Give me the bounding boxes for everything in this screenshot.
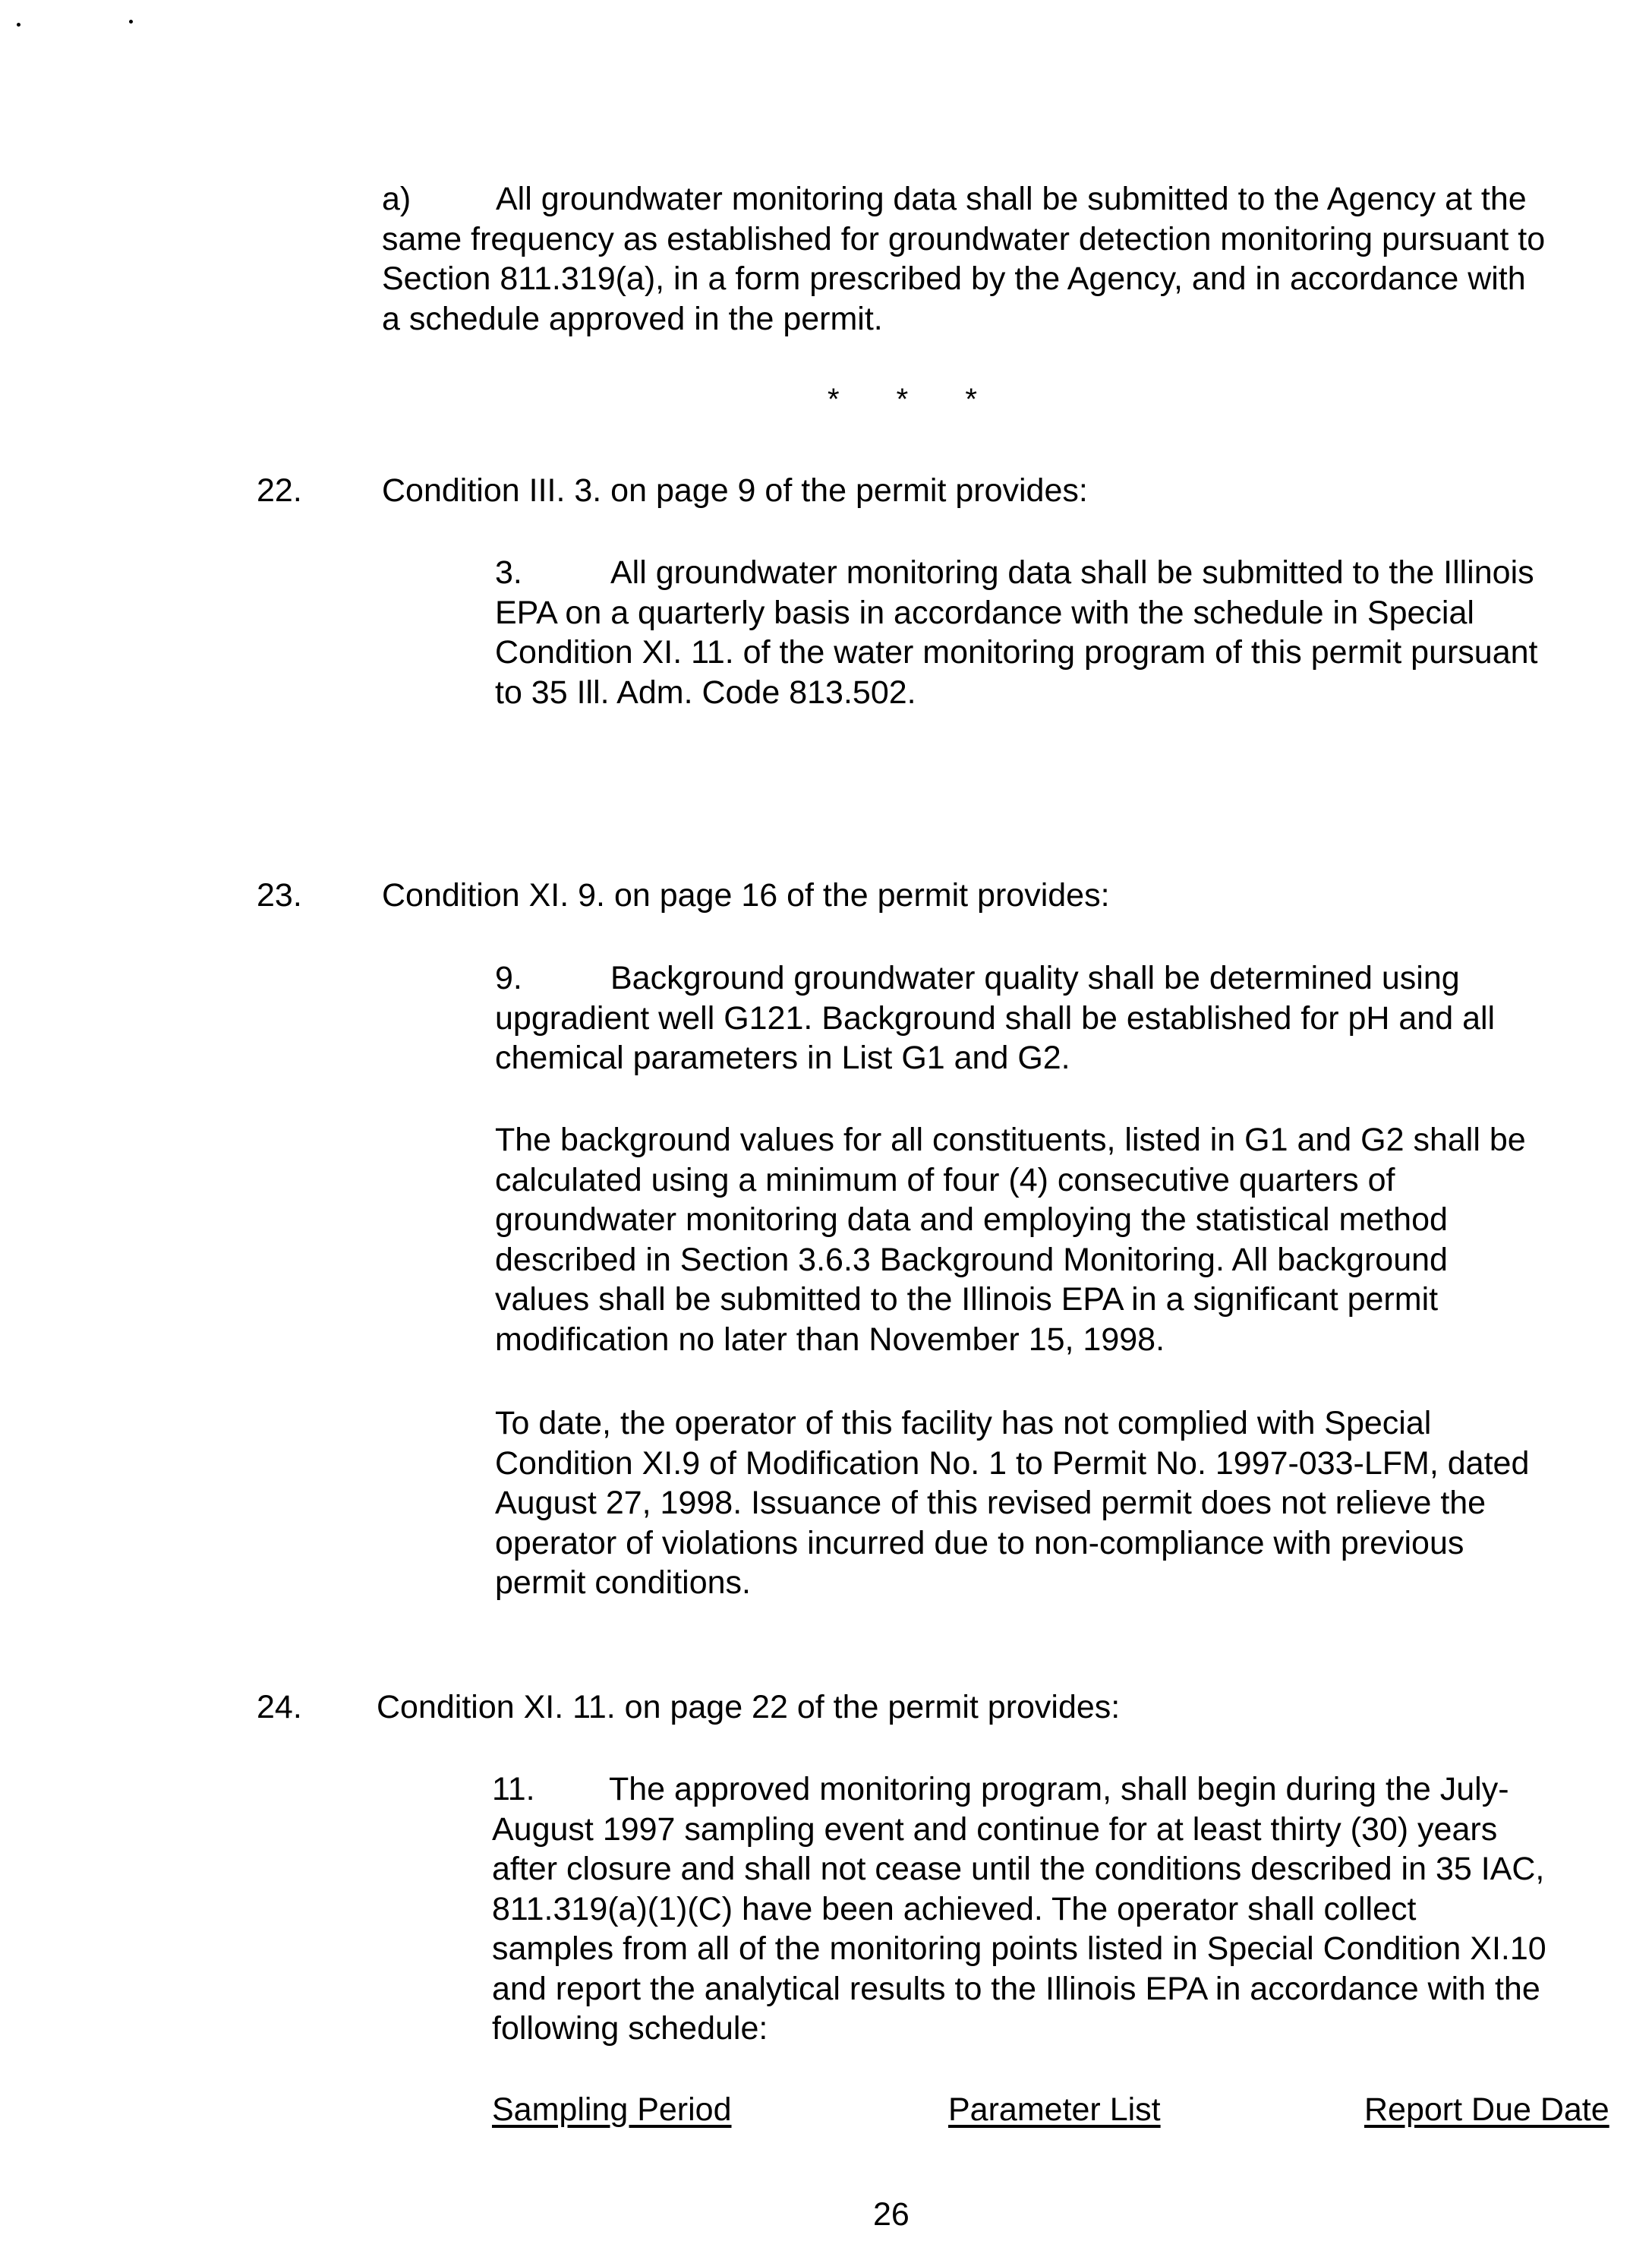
text-line: modification no later than November 15, 1998. (495, 1321, 1165, 1358)
text-line: EPA on a quarterly basis in accordance with the schedule in Special (495, 594, 1474, 631)
text-line: groundwater monitoring data and employing the statistical method (495, 1201, 1448, 1238)
text-line: and report the analytical results to the Illinois EPA in accordance with the (492, 1970, 1540, 2007)
paragraph-a-text (382, 179, 1627, 339)
text-line: August 27, 1998. Issuance of this revised permit does not relieve the (495, 1485, 1486, 1521)
item-23-number: 23. (257, 877, 302, 914)
scan-speck (17, 23, 20, 27)
item-24-quote (492, 1769, 1623, 2049)
text-line: Condition XI. 11. of the water monitoring program of this permit pursuant (495, 634, 1538, 671)
text-line: Background groundwater quality shall be determined using (610, 960, 1460, 996)
table-header-report-due-date: Report Due Date (1364, 2091, 1609, 2128)
text-line: after closure and shall not cease until the conditions described in 35 IAC, (492, 1851, 1545, 1887)
item-22-quote-marker: 3. (495, 554, 522, 591)
text-line: 811.319(a)(1)(C) have been achieved. The operator shall collect (492, 1890, 1417, 1927)
text-line: The approved monitoring program, shall begin during the July- (609, 1771, 1509, 1807)
text-line: permit conditions. (495, 1564, 751, 1601)
item-24-number: 24. (257, 1689, 302, 1725)
item-23-quote-marker: 9. (495, 960, 522, 996)
text-line: same frequency as established for groundwater detection monitoring pursuant to (382, 220, 1546, 257)
item-23-quote (495, 958, 1619, 1078)
text-line: samples from all of the monitoring points listed in Special Condition XI.10 (492, 1930, 1546, 1967)
text-line: values shall be submitted to the Illinois EPA in a significant permit (495, 1281, 1439, 1318)
paragraph-a-marker: a) (382, 181, 411, 217)
table-header-parameter-list: Parameter List (948, 2091, 1161, 2128)
item-24-quote-marker: 11. (492, 1771, 535, 1807)
text-line: The background values for all constituents, listed in G1 and G2 shall be (495, 1122, 1526, 1158)
item-23-paragraph-3 (495, 1403, 1619, 1603)
item-22-number: 22. (257, 472, 302, 509)
text-line: calculated using a minimum of four (4) consecutive quarters of (495, 1161, 1395, 1198)
item-24-heading: Condition XI. 11. on page 22 of the permit provides: (377, 1689, 1121, 1725)
item-23-heading: Condition XI. 9. on page 16 of the permit provides: (382, 877, 1110, 914)
text-line: To date, the operator of this facility has not complied with Special (495, 1405, 1432, 1441)
paragraph-a (382, 179, 1627, 339)
table-header-sampling-period: Sampling Period (492, 2091, 732, 2128)
text-line: described in Section 3.6.3 Background Monitoring. All background (495, 1241, 1448, 1278)
text-line: upgradient well G121. Background shall be established for pH and all (495, 999, 1496, 1037)
text-line: All groundwater monitoring data shall be submitted to the Agency at the (496, 181, 1527, 217)
item-24-quote-text (492, 1769, 1623, 2049)
page-number: 26 (873, 2196, 910, 2233)
text-line: following schedule: (492, 2010, 768, 2047)
text-line: operator of violations incurred due to non-compliance with previous (495, 1524, 1464, 1561)
text-line: a schedule approved in the permit. (382, 300, 883, 337)
ellipsis-stars: * * * (828, 383, 1001, 416)
text-line: All groundwater monitoring data shall be submitted to the Illinois (610, 554, 1534, 591)
item-22-quote (495, 553, 1619, 712)
item-23-paragraph-2 (495, 1120, 1619, 1359)
text-line: Section 811.319(a), in a form prescribed by the Agency, and in accordance with (382, 260, 1526, 297)
text-line: to 35 Ill. Adm. Code 813.502. (495, 674, 916, 711)
item-23-quote-text (495, 958, 1619, 1078)
scan-speck (129, 20, 133, 24)
text-line: chemical parameters in List G1 and G2. (495, 1040, 1070, 1076)
item-22-heading: Condition III. 3. on page 9 of the permit provides: (382, 472, 1088, 509)
text-line: Condition XI.9 of Modification No. 1 to Permit No. 1997-033-LFM, dated (495, 1444, 1530, 1482)
text-line: August 1997 sampling event and continue for at least thirty (30) years (492, 1810, 1498, 1848)
item-22-quote-text (495, 553, 1619, 712)
